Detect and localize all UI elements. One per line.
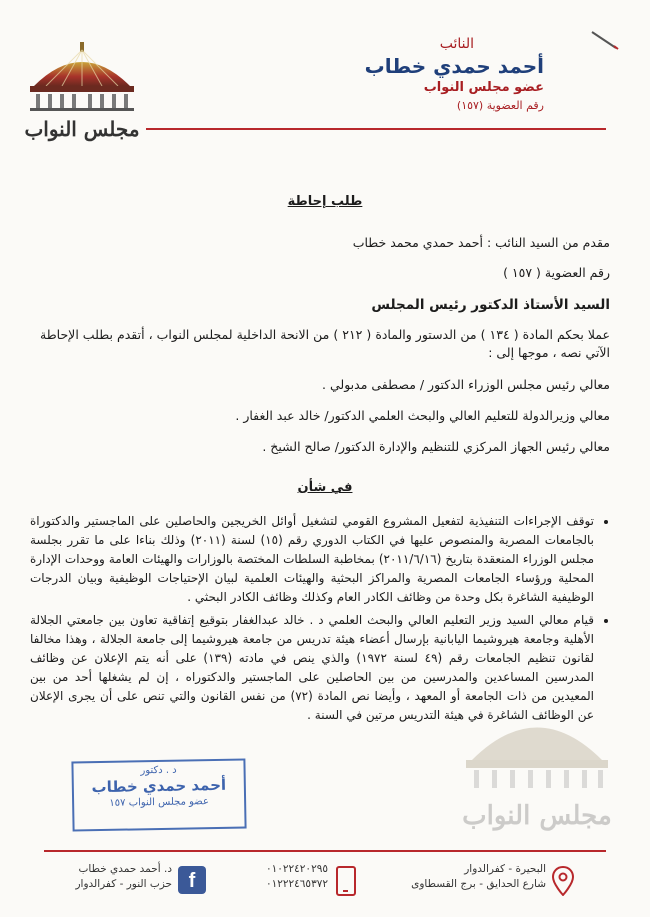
recipient-line: معالي رئيس الجهاز المركزي للتنظيم والإدارة الدكتور/ صالح الشيخ . <box>262 439 610 454</box>
footer-address-line: البحيرة - كفرالدوار <box>464 863 546 875</box>
recipient-line: معالي وزيرالدولة للتعليم العالي والبحث العلمي الدكتور/ خالد عبد الغفار . <box>235 408 610 423</box>
recipient-line: معالي رئيس مجلس الوزراء الدكتور / مصطفى مدبولي . <box>322 377 610 392</box>
pen-icon <box>590 30 620 50</box>
parliament-watermark <box>452 700 622 840</box>
footer-contact-name <box>60 862 172 904</box>
membership-number: رقم العضوية (١٥٧) <box>456 99 544 112</box>
member-name: أحمد حمدي خطاب <box>364 54 544 78</box>
official-stamp <box>71 758 246 831</box>
logo-text: مجلس النواب <box>24 117 140 141</box>
stamp-line: د . دكتور <box>140 764 177 777</box>
footer-divider <box>44 850 606 852</box>
footer-address <box>380 862 546 904</box>
list-item: • قيام معالي السيد وزير التعليم العالي والبحث العلمي د . خالد عبدالغفار بتوقيع إتفاقية تعاون بين جامعتي الجلالة الأهلية وجامعة هيروشيما اليابانية بإرسال أعضاء هيئة تدريس من جامعة هيروشيما إلى جامعة الجلالة ، وهذا مخالفا لقانون تنظيم الجامعات رقم (٤٩ لسنة ١٩٧٢) والذي ينص في مادته (١٣٩) على أنه يتم الإعلان عن وظائف المدرسين المساعدين والمدرسين من بين الحاصلين على الماجستير والدكتوراه ، إن لم يشغلها أحد من بين المعيدين من ذات الجامعة أو المعهد ، وأيضا نص المادة (٧٢) من نفس القانون والتي تنص على أن يجرى الإعلان عن الوظائف الشاغرة في هيئة التدريس مرتين في السنة . <box>30 611 594 725</box>
stamp-line: عضو مجلس النواب ١٥٧ <box>109 796 209 809</box>
stamp-name: أحمد حمدي خطاب <box>91 775 227 797</box>
footer-address-line: شارع الحدايق - برج القسطاوى <box>411 878 546 890</box>
member-block <box>365 36 544 112</box>
parliament-logo <box>22 40 142 150</box>
member-role: عضو مجلس النواب <box>423 80 544 95</box>
watermark-text: مجلس النواب <box>462 801 612 831</box>
footer-phones <box>236 862 328 904</box>
sender-line: مقدم من السيد النائب : أحمد حمدي محمد خطاب <box>352 235 610 250</box>
header-divider <box>146 128 606 130</box>
membership-line: رقم العضوية ( ١٥٧ ) <box>503 265 610 280</box>
footer-phone[interactable]: ٠١٢٢٢٤٦٥٣٧٢ <box>265 878 328 890</box>
location-pin-icon <box>552 866 574 896</box>
addressee: السيد الأستاذ الدكتور رئيس المجلس <box>371 297 610 313</box>
intro-paragraph: عملا بحكم المادة ( ١٣٤ ) من الدستور والمادة ( ٢١٢ ) من الانحة الداخلية لمجلس النواب ، أتقدم بطلب الإحاطة الآتي نصه ، موجها إلى : <box>40 327 610 360</box>
footer-party: حزب النور - كفرالدوار <box>75 878 172 890</box>
footer-name: د. أحمد حمدي خطاب <box>78 863 172 875</box>
subject-heading: في شأن <box>297 480 353 495</box>
facebook-icon[interactable]: f <box>178 866 206 894</box>
footer-phone[interactable]: ٠١٠٢٢٤٢٠٢٩٥ <box>265 863 328 875</box>
letter-title: طلب إحاطة <box>287 194 363 209</box>
member-prefix: النائب <box>439 36 474 52</box>
mobile-phone-icon <box>336 866 356 896</box>
points-list <box>30 512 610 729</box>
list-item: • توقف الإجراءات التنفيذية لتفعيل المشروع القومي لتشغيل أوائل الخريجين والحاصلين على الماجستير والدكتوراة بالجامعات المصرية والمنصوص عليها في الكتاب الدوري رقم (١٥) لسنة (٢٠١١) وذلك بناءا على ما تقرر بجلسة مجلس الوزراء المنعقدة بتاريخ (٢٠١١/٦/١٦) بمخاطبة السلطات المختصة بالوزارات والهيئات العامة ووحدات الإدارة المحلية ورؤساء الجامعات المصرية والمراكز البحثية والهيئات العلمية لبيان الإحتياجات الوظيفية وبيان الدرجات الوظيفية الشاغرة بكل وحدة من وظائف الكادر العام وكذلك وظائف الكادر البحثي . <box>30 512 594 607</box>
